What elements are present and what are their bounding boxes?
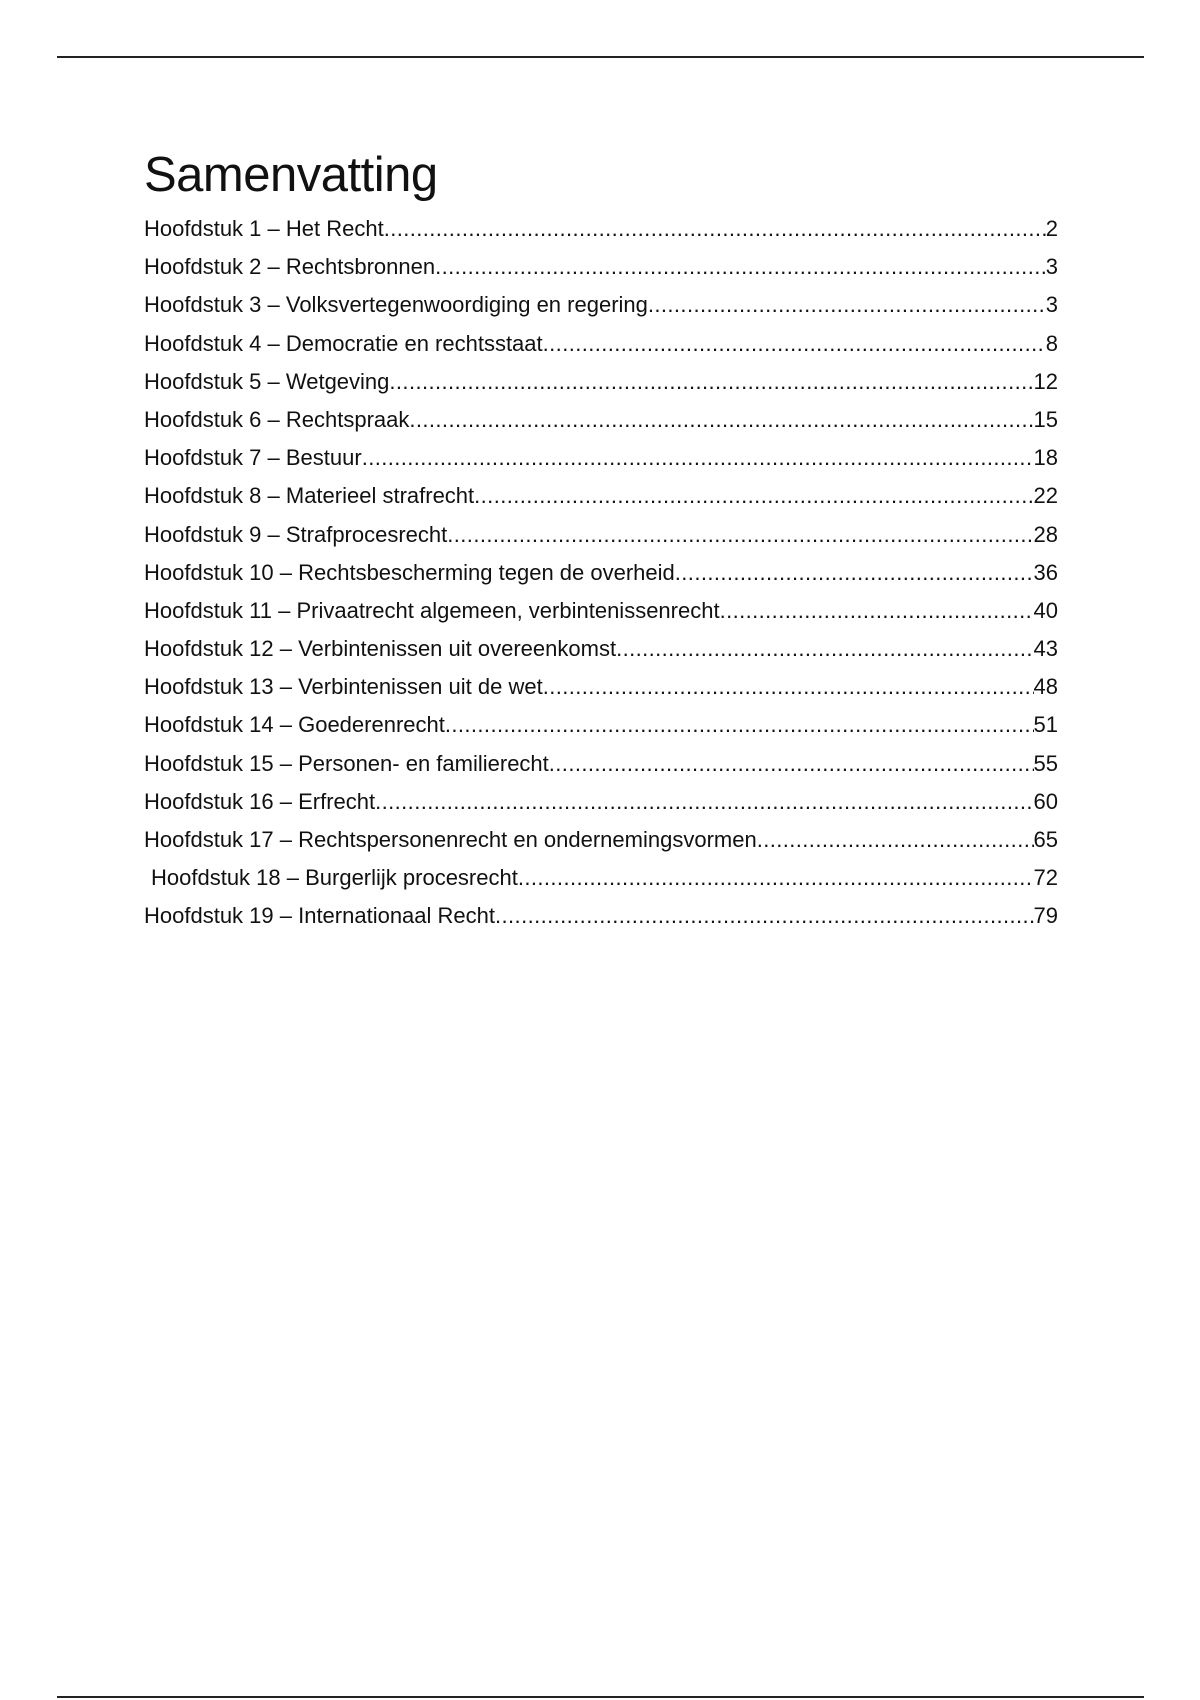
toc-entry-page: 55 [1033,750,1058,776]
toc-entry[interactable] [144,897,1058,935]
toc-entry-page: 15 [1033,406,1058,432]
toc-entry[interactable] [144,210,1058,248]
dot-leader [384,210,1046,248]
toc-title: Samenvatting [144,148,438,202]
toc-entry-label: Hoofdstuk 3 – Volksvertegenwoordiging en regering [144,292,648,318]
toc-entry-label: Hoofdstuk 4 – Democratie en rechtsstaat [144,330,543,356]
toc-entry[interactable] [144,554,1058,592]
toc-list [144,210,1058,936]
toc-entry-label: Hoofdstuk 14 – Goederenrecht [144,712,445,738]
toc-entry-page: 40 [1033,597,1058,623]
dot-leader [495,897,1034,935]
toc-entry[interactable] [144,706,1058,744]
toc-entry[interactable] [144,325,1058,363]
toc-entry-page: 51 [1033,712,1058,738]
toc-entry-page: 12 [1033,368,1058,394]
dot-leader [549,745,1034,783]
toc-entry[interactable] [144,401,1058,439]
toc-entry-label: Hoofdstuk 8 – Materieel strafrecht [144,483,475,509]
toc-entry-label: Hoofdstuk 9 – Strafprocesrecht [144,521,448,547]
toc-entry-page: 8 [1045,330,1058,356]
dot-leader [616,630,1033,668]
toc-entry-label: Hoofdstuk 1 – Het Recht [144,216,384,241]
toc-entry-page: 28 [1033,521,1058,547]
toc-entry-page: 79 [1033,903,1058,929]
toc-entry[interactable] [144,516,1058,554]
toc-entry-page: 43 [1033,636,1058,662]
toc-entry-label: Hoofdstuk 10 – Rechtsbescherming tegen de overheid [144,559,675,585]
toc-entry[interactable] [144,630,1058,668]
dot-leader [648,286,1046,324]
dot-leader [720,592,1034,630]
header-rule [57,56,1144,58]
dot-leader [543,325,1046,363]
toc-entry-page: 72 [1033,865,1058,891]
toc-entry-page: 3 [1045,292,1058,318]
toc-entry-label: Hoofdstuk 13 – Verbintenissen uit de wet [144,674,543,700]
toc-entry-page: 65 [1033,827,1058,852]
toc-entry-page: 3 [1045,254,1058,280]
footer-rule [57,1696,1144,1698]
toc-entry-label: Hoofdstuk 7 – Bestuur [144,445,362,471]
dot-leader [447,516,1033,554]
dot-leader [362,439,1034,477]
toc-entry[interactable] [144,745,1058,783]
dot-leader [445,706,1034,744]
toc-entry[interactable] [144,363,1058,401]
toc-entry[interactable] [144,783,1058,821]
dot-leader [435,248,1046,286]
toc-entry-page: 48 [1033,674,1058,700]
toc-entry-page: 60 [1033,788,1058,814]
dot-leader [389,363,1033,401]
dot-leader [375,783,1033,821]
toc-entry[interactable] [144,286,1058,324]
dot-leader [474,477,1033,515]
toc-entry[interactable] [144,592,1058,630]
table-of-contents [144,140,1058,936]
toc-entry-page: 2 [1045,216,1058,241]
toc-entry-label: Hoofdstuk 5 – Wetgeving [144,368,390,394]
toc-entry[interactable] [144,668,1058,706]
toc-entry-label: Hoofdstuk 6 – Rechtspraak [144,406,410,432]
toc-entry-page: 36 [1033,559,1058,585]
toc-entry-label: Hoofdstuk 19 – Internationaal Recht [144,903,496,929]
toc-entry-label: Hoofdstuk 17 – Rechtspersonenrecht en ondernemingsvormen [144,827,757,852]
dot-leader [409,401,1033,439]
toc-entry[interactable] [144,477,1058,515]
toc-entry[interactable] [144,821,1058,859]
toc-entry-label: Hoofdstuk 12 – Verbintenissen uit overeenkomst [144,636,617,662]
dot-leader [757,821,1034,859]
dot-leader [675,554,1034,592]
dot-leader [518,859,1034,897]
toc-entry-label: Hoofdstuk 2 – Rechtsbronnen [144,254,436,280]
dot-leader [543,668,1034,706]
toc-entry-label: Hoofdstuk 11 – Privaatrecht algemeen, verbintenissenrecht [144,597,720,623]
toc-entry-page: 22 [1033,483,1058,509]
toc-entry-label: Hoofdstuk 16 – Erfrecht [144,788,376,814]
toc-entry-page: 18 [1033,445,1058,471]
toc-entry[interactable] [144,248,1058,286]
toc-entry[interactable] [144,859,1058,897]
toc-entry-label: Hoofdstuk 18 – Burgerlijk procesrecht [151,865,518,891]
toc-entry[interactable] [144,439,1058,477]
toc-entry-label: Hoofdstuk 15 – Personen- en familierecht [144,750,549,776]
